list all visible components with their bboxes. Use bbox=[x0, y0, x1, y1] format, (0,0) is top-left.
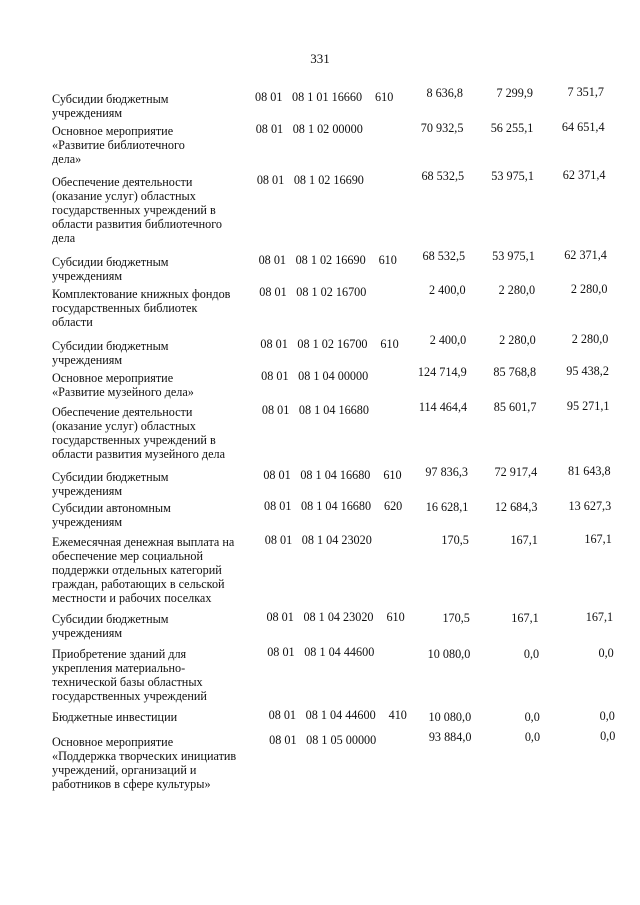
expense-type-code: 610 bbox=[380, 337, 399, 351]
section-code: 08 01 bbox=[261, 403, 290, 417]
row-name: Субсидии бюджетным учреждениям bbox=[52, 612, 169, 640]
row-name: Субсидии бюджетным учреждениям bbox=[52, 255, 169, 283]
amount-year-3: 95 271,1 bbox=[566, 399, 610, 413]
amount-year-3: 81 643,8 bbox=[567, 464, 611, 478]
amount-year-3: 62 371,4 bbox=[564, 248, 607, 262]
target-code: 08 1 04 16680 bbox=[298, 403, 369, 417]
section-code: 08 01 bbox=[260, 337, 288, 351]
amount-year-2: 53 975,1 bbox=[491, 169, 534, 183]
amount-year-2: 12 684,3 bbox=[494, 500, 538, 514]
target-code: 08 1 04 23020 bbox=[303, 610, 374, 624]
amount-year-2: 85 768,8 bbox=[493, 365, 537, 379]
amount-year-2: 72 917,4 bbox=[494, 465, 538, 479]
row-name: Субсидии бюджетным учреждениям bbox=[52, 92, 169, 120]
amount-year-3: 62 371,4 bbox=[562, 168, 606, 182]
amount-year-2: 0,0 bbox=[523, 647, 540, 661]
row-name: Субсидии автономным учреждениям bbox=[52, 501, 171, 529]
amount-year-1: 2 400,0 bbox=[429, 283, 466, 297]
amount-year-2: 2 280,0 bbox=[499, 333, 536, 347]
amount-year-3: 2 280,0 bbox=[570, 282, 608, 296]
section-code: 08 01 bbox=[269, 733, 297, 747]
amount-year-2: 0,0 bbox=[524, 730, 541, 744]
amount-year-2: 0,0 bbox=[524, 710, 540, 724]
row-name: Обеспечение деятельности (оказание услуг) областных государственных учреждений в области развития библиотечного дела bbox=[52, 175, 223, 245]
amount-year-1: 70 932,5 bbox=[420, 121, 464, 135]
page-number: 331 bbox=[310, 51, 330, 66]
amount-year-1: 8 636,8 bbox=[426, 86, 463, 100]
target-code: 08 1 02 16690 bbox=[293, 173, 364, 187]
amount-year-3: 0,0 bbox=[598, 646, 614, 660]
row-name: Основное мероприятие «Поддержка творческих инициатив учреждений, организаций и работников в сфере культуры» bbox=[52, 735, 237, 791]
amount-year-1: 10 080,0 bbox=[428, 710, 472, 724]
target-code: 08 1 04 44600 bbox=[305, 708, 376, 722]
expense-type-code: 410 bbox=[388, 708, 407, 722]
section-code: 08 01 bbox=[259, 285, 287, 299]
amount-year-3: 167,1 bbox=[585, 610, 614, 624]
target-code: 08 1 05 00000 bbox=[306, 733, 377, 747]
row-name: Приобретение зданий для укрепления материально- технической базы областных государственных учреждений bbox=[52, 647, 207, 703]
section-code: 08 01 bbox=[263, 499, 292, 513]
amount-year-3: 2 280,0 bbox=[571, 332, 609, 346]
target-code: 08 1 02 16700 bbox=[296, 285, 367, 299]
amount-year-3: 13 627,3 bbox=[568, 499, 612, 513]
amount-year-1: 114 464,4 bbox=[418, 400, 468, 414]
target-code: 08 1 04 23020 bbox=[301, 533, 372, 547]
amount-year-3: 95 438,2 bbox=[566, 364, 609, 378]
section-code: 08 01 bbox=[255, 90, 283, 104]
section-code: 08 01 bbox=[258, 253, 286, 267]
amount-year-3: 0,0 bbox=[599, 709, 615, 723]
section-code: 08 01 bbox=[267, 645, 295, 659]
section-code: 08 01 bbox=[261, 369, 289, 383]
amount-year-1: 68 532,5 bbox=[421, 169, 465, 183]
expense-type-code: 620 bbox=[383, 499, 403, 513]
target-code: 08 1 04 00000 bbox=[298, 369, 369, 383]
amount-year-1: 124 714,9 bbox=[417, 365, 467, 379]
section-code: 08 01 bbox=[263, 468, 291, 482]
amount-year-1: 170,5 bbox=[441, 533, 469, 547]
row-name: Комплектование книжных фондов государственных библиотек области bbox=[52, 287, 231, 329]
amount-year-3: 167,1 bbox=[584, 532, 612, 546]
amount-year-1: 68 532,5 bbox=[422, 249, 466, 263]
row-name: Основное мероприятие «Развитие библиотечного дела» bbox=[52, 124, 185, 166]
target-code: 08 1 02 00000 bbox=[292, 122, 363, 136]
target-code: 08 1 02 16700 bbox=[297, 337, 368, 351]
section-code: 08 01 bbox=[266, 610, 294, 624]
amount-year-3: 64 651,4 bbox=[561, 120, 605, 134]
row-name: Основное мероприятие «Развитие музейного дела» bbox=[52, 371, 194, 399]
row-name: Субсидии бюджетным учреждениям bbox=[52, 470, 169, 498]
row-name: Ежемесячная денежная выплата на обеспечение мер социальной поддержки отдельных категорий граждан, работающих в сельской местности и рабочих поселках bbox=[52, 535, 235, 605]
amount-year-2: 7 299,9 bbox=[496, 86, 533, 100]
expense-type-code: 610 bbox=[378, 253, 397, 267]
amount-year-2: 85 601,7 bbox=[493, 400, 537, 414]
expense-type-code: 610 bbox=[386, 610, 405, 624]
target-code: 08 1 04 16680 bbox=[300, 468, 371, 482]
section-code: 08 01 bbox=[256, 173, 285, 187]
amount-year-3: 0,0 bbox=[600, 729, 616, 743]
amount-year-1: 10 080,0 bbox=[427, 647, 471, 661]
expense-type-code: 610 bbox=[383, 468, 402, 482]
target-code: 08 1 04 44600 bbox=[304, 645, 375, 659]
amount-year-1: 2 400,0 bbox=[429, 333, 467, 347]
row-name: Субсидии бюджетным учреждениям bbox=[52, 339, 169, 367]
section-code: 08 01 bbox=[268, 708, 297, 722]
target-code: 08 1 01 16660 bbox=[292, 90, 363, 104]
amount-year-2: 167,1 bbox=[510, 533, 538, 547]
target-code: 08 1 04 16680 bbox=[300, 499, 372, 513]
amount-year-2: 56 255,1 bbox=[490, 121, 534, 135]
amount-year-1: 97 836,3 bbox=[425, 465, 468, 479]
amount-year-1: 93 884,0 bbox=[428, 730, 472, 744]
target-code: 08 1 02 16690 bbox=[295, 253, 366, 267]
amount-year-2: 53 975,1 bbox=[492, 249, 535, 263]
amount-year-2: 2 280,0 bbox=[498, 283, 536, 297]
amount-year-1: 16 628,1 bbox=[425, 500, 469, 514]
section-code: 08 01 bbox=[255, 122, 284, 136]
expense-type-code: 610 bbox=[375, 90, 394, 104]
row-name: Обеспечение деятельности (оказание услуг) областных государственных учреждений в области развития музейного дела bbox=[52, 405, 225, 461]
section-code: 08 01 bbox=[264, 533, 293, 547]
amount-year-3: 7 351,7 bbox=[567, 85, 604, 99]
amount-year-1: 170,5 bbox=[442, 611, 470, 625]
amount-year-2: 167,1 bbox=[511, 611, 539, 625]
row-name: Бюджетные инвестиции bbox=[52, 710, 178, 724]
